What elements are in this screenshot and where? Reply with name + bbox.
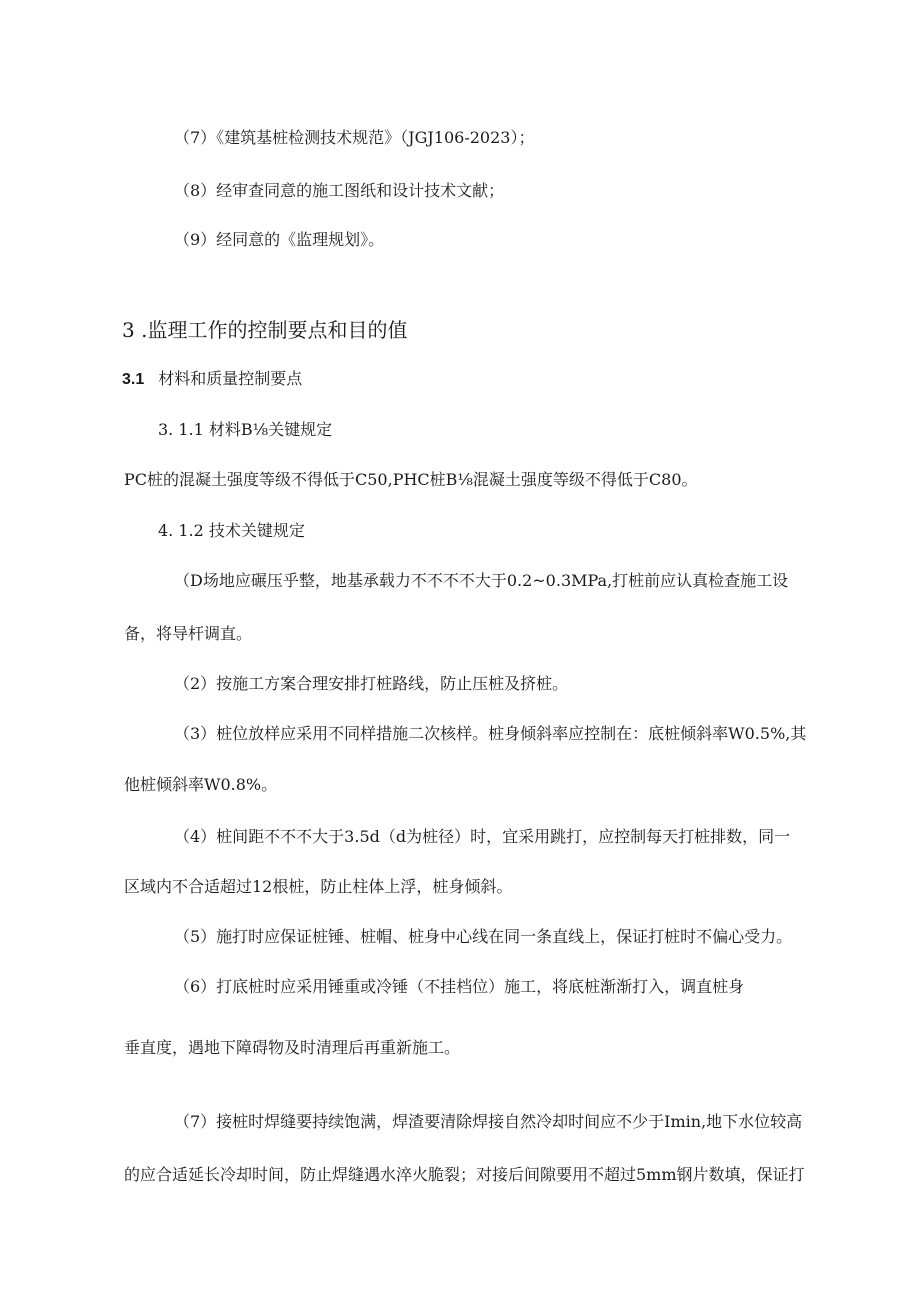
reference-item-7: （7）《建筑基桩检测技术规范》（JGJ106-2023）； <box>174 128 535 147</box>
reference-item-8: （8）经审查同意的施工图纸和设计技术文献； <box>174 181 505 200</box>
reference-item-9: （9）经同意的《监理规划》。 <box>174 230 385 249</box>
paragraph-item-7-line-1: （7）接桩时焊缝要持续饱满，焊渣要清除焊接自然冷却时间应不少于Imin,地下水位较高 <box>174 1112 803 1131</box>
subsection-title: 材料和质量控制要点 <box>158 369 303 388</box>
subsubsection-heading-technical: 4. 1.2 技术关键规定 <box>158 521 305 540</box>
paragraph-item-6-line-1: （6）打底桩时应采用锤重或冷锤（不挂档位）施工，将底桩渐渐打入，调直桩身 <box>174 977 745 996</box>
paragraph-item-4-line-2: 区域内不合适超过12根桩，防止柱体上浮，桩身倾斜。 <box>124 877 513 896</box>
paragraph-item-3-line-2: 他桩倾斜率W0.8%。 <box>124 775 278 794</box>
section-heading: 3 .监理工作的控制要点和目的值 <box>122 318 408 342</box>
paragraph-item-5: （5）施打时应保证桩锤、桩帽、桩身中心线在同一条直线上，保证打桩时不偏心受力。 <box>174 927 793 946</box>
paragraph-item-2: （2）按施工方案合理安排打桩路线，防止压桩及挤桩。 <box>174 674 569 693</box>
paragraph-item-3-line-1: （3）桩位放样应采用不同样措施二次核样。桩身倾斜率应控制在：底桩倾斜率W0.5%,其 <box>174 724 807 743</box>
paragraph-concrete-grade: PC桩的混凝土强度等级不得低于C50,PHC桩B⅛混凝土强度等级不得低于C80。 <box>124 470 698 489</box>
subsection-heading <box>122 369 302 390</box>
paragraph-item-1-line-2: 备，将导杆调直。 <box>124 624 253 643</box>
paragraph-item-4-line-1: （4）桩间距不不不大于3.5d（d为桩径）时，宜采用跳打，应控制每天打桩排数，同一 <box>174 827 791 846</box>
paragraph-item-7-line-2: 的应合适延长冷却时间，防止焊缝遇水淬火脆裂；对接后间隙要用不超过5mm钢片数填，保证打 <box>124 1165 805 1184</box>
paragraph-item-6-line-2: 垂直度，遇地下障碍物及时清理后再重新施工。 <box>124 1038 461 1057</box>
subsection-number: 3.1 <box>122 371 145 388</box>
paragraph-item-1-line-1: （D场地应碾压乎整，地基承载力不不不不大于0.2~0.3MPa,打桩前应认真检查施工设 <box>174 571 789 590</box>
subsubsection-heading-material: 3. 1.1 材料B⅛关键规定 <box>158 420 333 439</box>
